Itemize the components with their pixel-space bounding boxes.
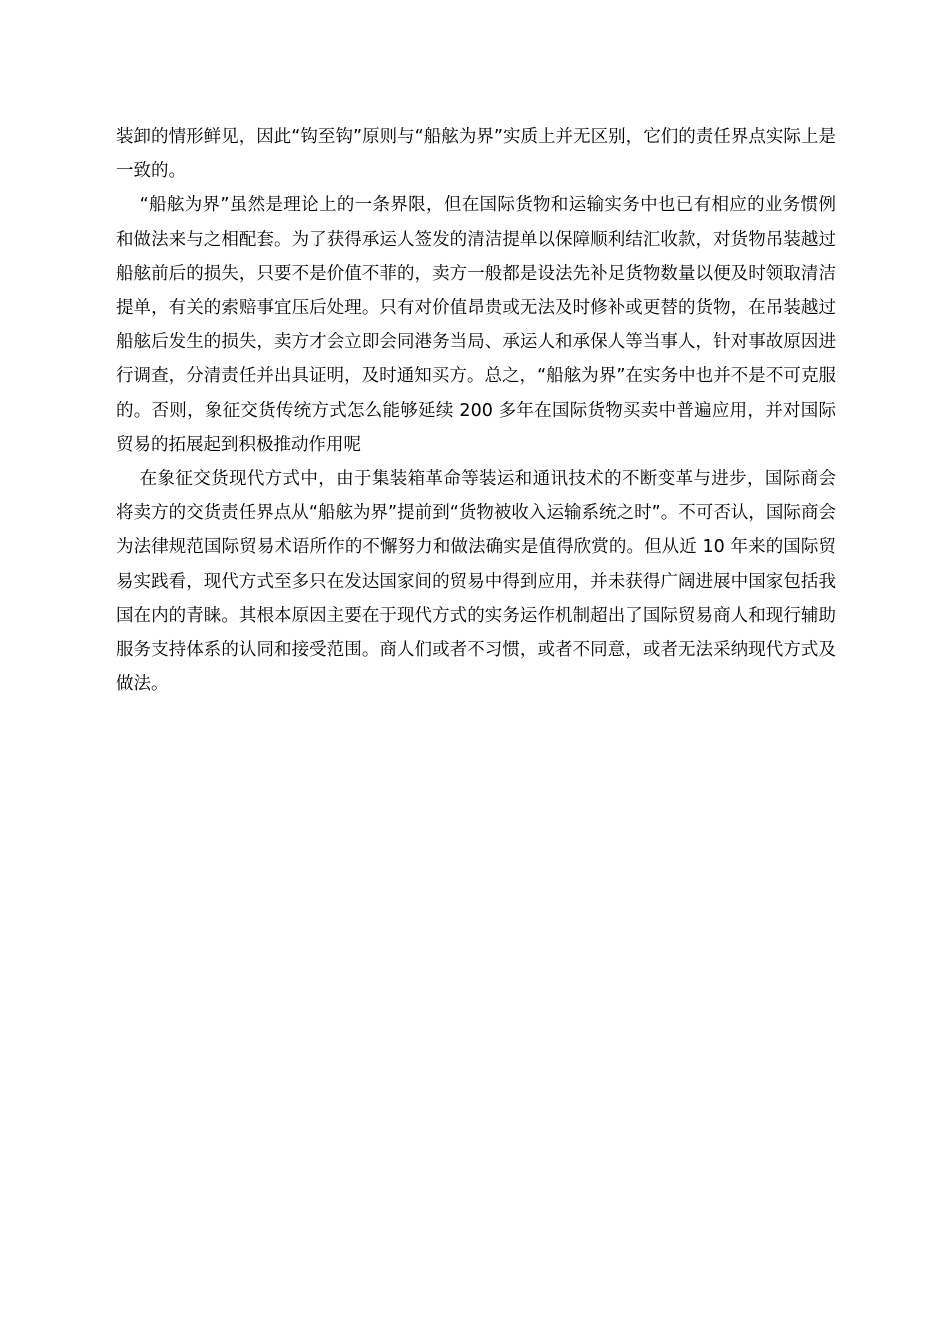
paragraph-1: 装卸的情形鲜见，因此“钩至钩”原则与“船舷为界”实质上并无区别，它们的责任界点实际上是一致的。 — [116, 127, 836, 182]
paragraph-3: 在象征交货现代方式中，由于集装箱革命等装运和通讯技术的不断变革与进步，国际商会将卖方的交货责任界点从“船舷为界”提前到“货物被收入运输系统之时”。不可否认，国际商会为法律规范国际贸易术语所作的不懈努力和做法确实是值得欣赏的。但从近 10 年来的国际贸易实践看，现代方式至多只在发达国家间的贸易中得到应用，并未获得广阔进展中国家包括我国在内的青睐。其根本原因主要在于现代方式的实务运作机制超出了国际贸易商人和现行辅助服务支持体系的认同和接受范围。商人们或者不习惯，或者不同意，或者无法采纳现代方式及做法。 — [116, 469, 836, 695]
paragraph-2: “船舷为界”虽然是理论上的一条界限，但在国际货物和运输实务中也已有相应的业务惯例和做法来与之相配套。为了获得承运人签发的清洁提单以保障顺利结汇收款，对货物吊装越过船舷前后的损失，只要不是价值不菲的，卖方一般都是设法先补足货物数量以便及时领取清洁提单，有关的索赔事宜压后处理。只有对价值昂贵或无法及时修补或更替的货物，在吊装越过船舷后发生的损失，卖方才会立即会同港务当局、承运人和承保人等当事人，针对事故原因进行调查，分清责任并出具证明，及时通知买方。总之，“船舷为界”在实务中也并不是不可克服的。否则，象征交货传统方式怎么能够延续 200 多年在国际货物买卖中普遍应用，并对国际贸易的拓展起到积极推动作用呢 — [116, 195, 836, 455]
document-body — [116, 120, 836, 701]
